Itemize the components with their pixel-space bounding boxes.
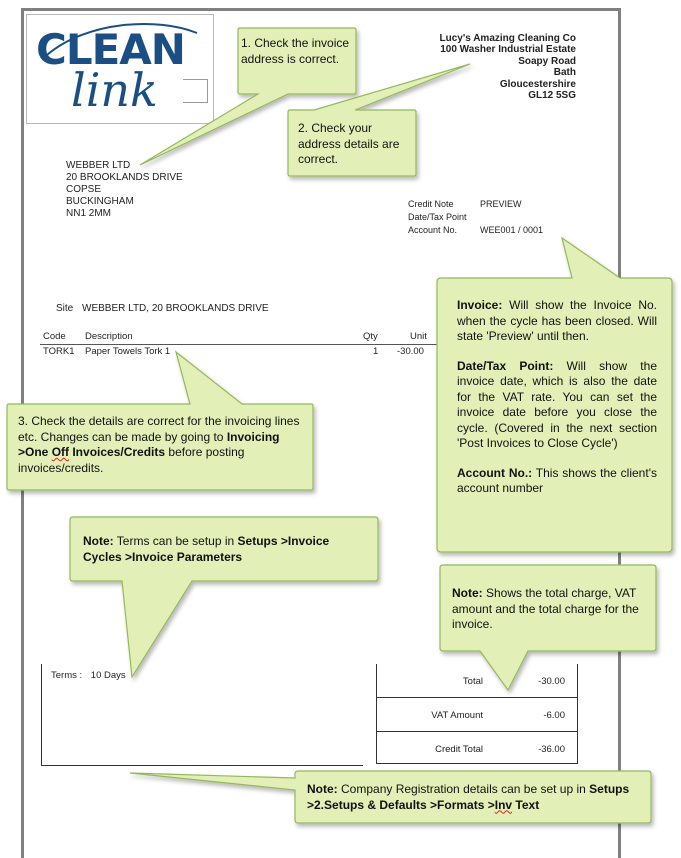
callout-account-text: This shows the client's account number	[457, 465, 657, 495]
callout-total-text	[452, 586, 646, 633]
callout-reg-text	[307, 782, 647, 813]
callout-reg-bold-note: Note:	[307, 782, 338, 796]
credit-total-label: Credit Total	[435, 744, 483, 755]
col-description-header: Description	[85, 331, 133, 342]
terms-label: Terms :	[51, 670, 83, 681]
callout-check-your-address	[298, 121, 410, 168]
company-address-line: Bath	[553, 67, 576, 79]
company-address-line: GL12 5SG	[528, 90, 576, 102]
site-label: Site	[56, 303, 74, 314]
cell-qty: 1	[373, 346, 379, 357]
company-address-line: Soapy Road	[518, 55, 576, 67]
vat-label: VAT Amount	[431, 710, 483, 721]
callout-account-bold: Account No.:	[457, 465, 533, 480]
site-value: WEBBER LTD, 20 BROOKLANDS DRIVE	[82, 303, 269, 314]
client-address-line: WEBBER LTD	[66, 160, 131, 171]
callout-terms-plain: Terms can be setup in	[113, 534, 238, 548]
callout-reg-plain: Company Registration details can be set up in	[337, 782, 590, 796]
date-tax-point-label: Date/Tax Point	[408, 212, 467, 222]
account-no-value: WEE001 / 0001	[480, 225, 544, 235]
company-address-line: Gloucestershire	[499, 78, 576, 90]
client-address-line: BUCKINGHAM	[66, 196, 134, 207]
cell-description: Paper Towels Tork 1	[85, 346, 171, 357]
terms-value: 10 Days	[90, 670, 126, 681]
callout-date-text: Will show the invoice date, which is also the date for the VAT rate. You can set the invoice date before you close the cycle. (Covered in the next section 'Post Invoices to Close Cycle')	[457, 358, 657, 450]
logo-word-top: CLEAN	[36, 25, 185, 74]
callout-registration-note	[307, 782, 647, 813]
client-address-line: COPSE	[66, 184, 102, 195]
client-address-line: 20 BROOKLANDS DRIVE	[66, 172, 183, 183]
callout-3-pre: 3. Check the details are correct for the invoicing lines etc. Changes can be made by going to	[18, 414, 300, 444]
credit-note-label: Credit Note	[408, 199, 454, 209]
callout-3-menu-path-a: Invoicing >One	[18, 429, 280, 459]
callout-check-invoicing-lines	[18, 414, 306, 476]
callout-terms-bold-note: Note:	[83, 534, 114, 548]
callout-3-post: before posting invoices/credits.	[18, 445, 245, 475]
callout-invoice-bold: Invoice:	[457, 298, 503, 312]
callout-terms-note	[83, 534, 371, 565]
total-value: -30.00	[538, 676, 565, 687]
callout-terms-text	[83, 534, 371, 565]
callout-2-text: 2. Check your address details are correct.	[298, 121, 400, 166]
vat-value: -6.00	[543, 710, 565, 721]
callout-invoice-paragraph	[457, 298, 657, 345]
callout-total-plain: Shows the total charge, VAT amount and the total charge for the invoice.	[452, 586, 639, 631]
callout-3-text	[18, 414, 306, 476]
callout-1-text: 1. Check the invoice address is correct.	[241, 36, 350, 66]
credit-total-value: -36.00	[538, 744, 565, 755]
company-address-line: Lucy's Amazing Cleaning Co	[439, 33, 576, 44]
callout-date-bold: Date/Tax Point:	[457, 358, 554, 373]
callout-date-paragraph	[457, 359, 657, 452]
callout-3-menu-path-b: Invoices/Credits	[69, 445, 166, 459]
callout-terms-menu-path: Setups >Invoice Cycles >Invoice Parameters	[83, 534, 330, 564]
callout-3-menu-path-err: Off	[51, 445, 70, 459]
callout-invoice-fields	[457, 298, 657, 497]
col-code-header: Code	[43, 331, 66, 342]
total-label: Total	[462, 676, 483, 687]
company-address-line: 100 Washer Industrial Estate	[440, 44, 576, 56]
col-unit-header: Unit	[410, 331, 427, 342]
cell-code: TORK1	[43, 346, 75, 357]
credit-note-value: PREVIEW	[480, 199, 522, 209]
col-qty-header: Qty	[363, 331, 378, 342]
callout-total-note	[452, 586, 646, 633]
callout-reg-menu-path-end: Text	[512, 797, 540, 812]
cell-unit: -30.00	[397, 346, 424, 357]
callout-check-invoice-address	[241, 36, 351, 67]
account-no-label: Account No.	[408, 225, 458, 235]
client-address-line: NN1 2MM	[66, 208, 112, 219]
callout-reg-menu-path-err: Inv	[494, 797, 513, 812]
logo-word-bottom: link	[71, 63, 158, 117]
callout-account-paragraph	[457, 466, 657, 497]
callout-total-bold-note: Note:	[452, 586, 483, 600]
callout-reg-menu-path: Setups >2.Setups & Defaults >Formats >	[307, 782, 630, 812]
callout-invoice-text: Will show the Invoice No. when the cycle has been closed. Will state 'Preview' until then.	[457, 298, 657, 343]
